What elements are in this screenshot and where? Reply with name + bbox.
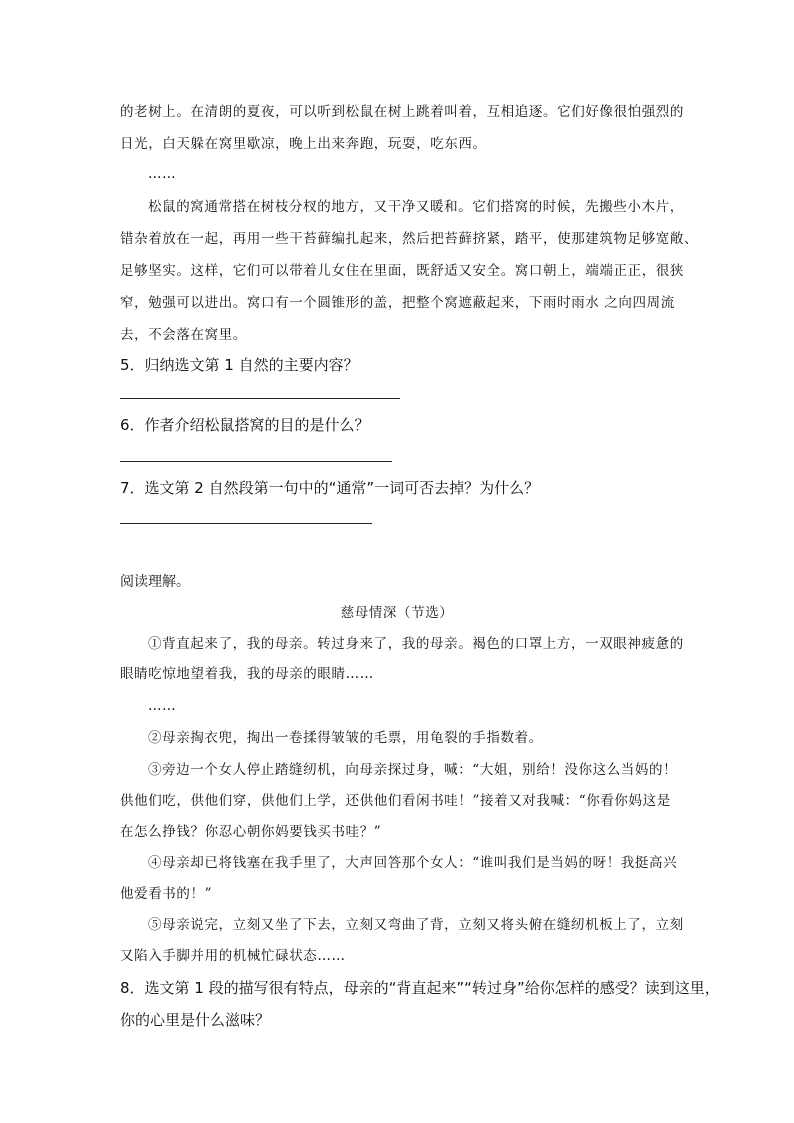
question-7: 7．选文第 2 自然段第一句中的“通常”一词可否去掉？为什么？ bbox=[120, 479, 540, 497]
passage-line: 松鼠的窝通常搭在树枝分杈的地方，又干净又暖和。它们搭窝的时候，先搬些小木片， bbox=[148, 199, 684, 215]
paragraph-line: 他爱看书的！” bbox=[120, 886, 213, 902]
passage-line: 去，不会落在窝里。 bbox=[120, 327, 247, 343]
question-8-line1: 8．选文第 1 段的描写很有特点，母亲的“背直起来”“转过身”给你怎样的感受？读到这里， bbox=[120, 979, 720, 997]
answer-line-5[interactable] bbox=[120, 398, 400, 399]
question-5: 5．归纳选文第 1 自然的主要内容？ bbox=[120, 356, 359, 374]
passage-line: 的老树上。在清朗的夏夜，可以听到松鼠在树上跳着叫着，互相追逐。它们好像很怕强烈的 bbox=[120, 104, 684, 120]
question-6: 6．作者介绍松鼠搭窝的目的是什么？ bbox=[120, 416, 370, 434]
passage-line: 错杂着放在一起，再用一些干苔藓编扎起来，然后把苔藓挤紧，踏平，使那建筑物足够宽敞、 bbox=[120, 231, 699, 247]
ellipsis: …… bbox=[148, 698, 177, 714]
paragraph-line: ⑤母亲说完，立刻又坐了下去，立刻又弯曲了背，立刻又将头俯在缝纫机板上了，立刻 bbox=[148, 917, 684, 933]
passage-line: 窄，勉强可以进出。窝口有一个圆锥形的盖，把整个窝遮蔽起来，下雨时雨水 之向四周流 bbox=[120, 295, 675, 311]
ellipsis: …… bbox=[148, 166, 177, 182]
paragraph-line: ①背直起来了，我的母亲。转过身来了，我的母亲。褐色的口罩上方，一双眼神疲惫的 bbox=[148, 636, 684, 652]
passage-line: 日光，白天躲在窝里歇凉，晚上出来奔跑，玩耍，吃东西。 bbox=[120, 136, 487, 152]
paragraph-line: ③旁边一个女人停止踏缝纫机，向母亲探过身，喊：“大姐，别给！没你这么当妈的！ bbox=[148, 762, 678, 778]
question-8-line2: 你的心里是什么滋味？ bbox=[120, 1011, 271, 1029]
paragraph-line: ②母亲掏衣兜，掏出一卷揉得皱皱的毛票，用龟裂的手指数着。 bbox=[148, 730, 543, 746]
answer-line-7[interactable] bbox=[120, 523, 372, 524]
paragraph-line: 眼睛吃惊地望着我，我的母亲的眼睛…… bbox=[120, 666, 374, 682]
paragraph-line: 又陷入手脚并用的机械忙碌状态…… bbox=[120, 948, 346, 964]
section-label: 阅读理解。 bbox=[120, 574, 190, 590]
passage-title: 慈母情深（节选） bbox=[340, 605, 454, 621]
answer-line-6[interactable] bbox=[120, 461, 392, 462]
paragraph-line: 供他们吃，供他们穿，供他们上学，还供他们看闲书哇！”接着又对我喊：“你看你妈这是 bbox=[120, 793, 671, 809]
passage-line: 足够坚实。这样，它们可以带着儿女住在里面，既舒适又安全。窝口朝上，端端正正，很狭 bbox=[120, 263, 684, 279]
paragraph-line: ④母亲却已将钱塞在我手里了，大声回答那个女人：“谁叫我们是当妈的呀！我挺高兴 bbox=[148, 855, 678, 871]
paragraph-line: 在怎么挣钱？你忍心朝你妈要钱买书哇？” bbox=[120, 824, 382, 840]
